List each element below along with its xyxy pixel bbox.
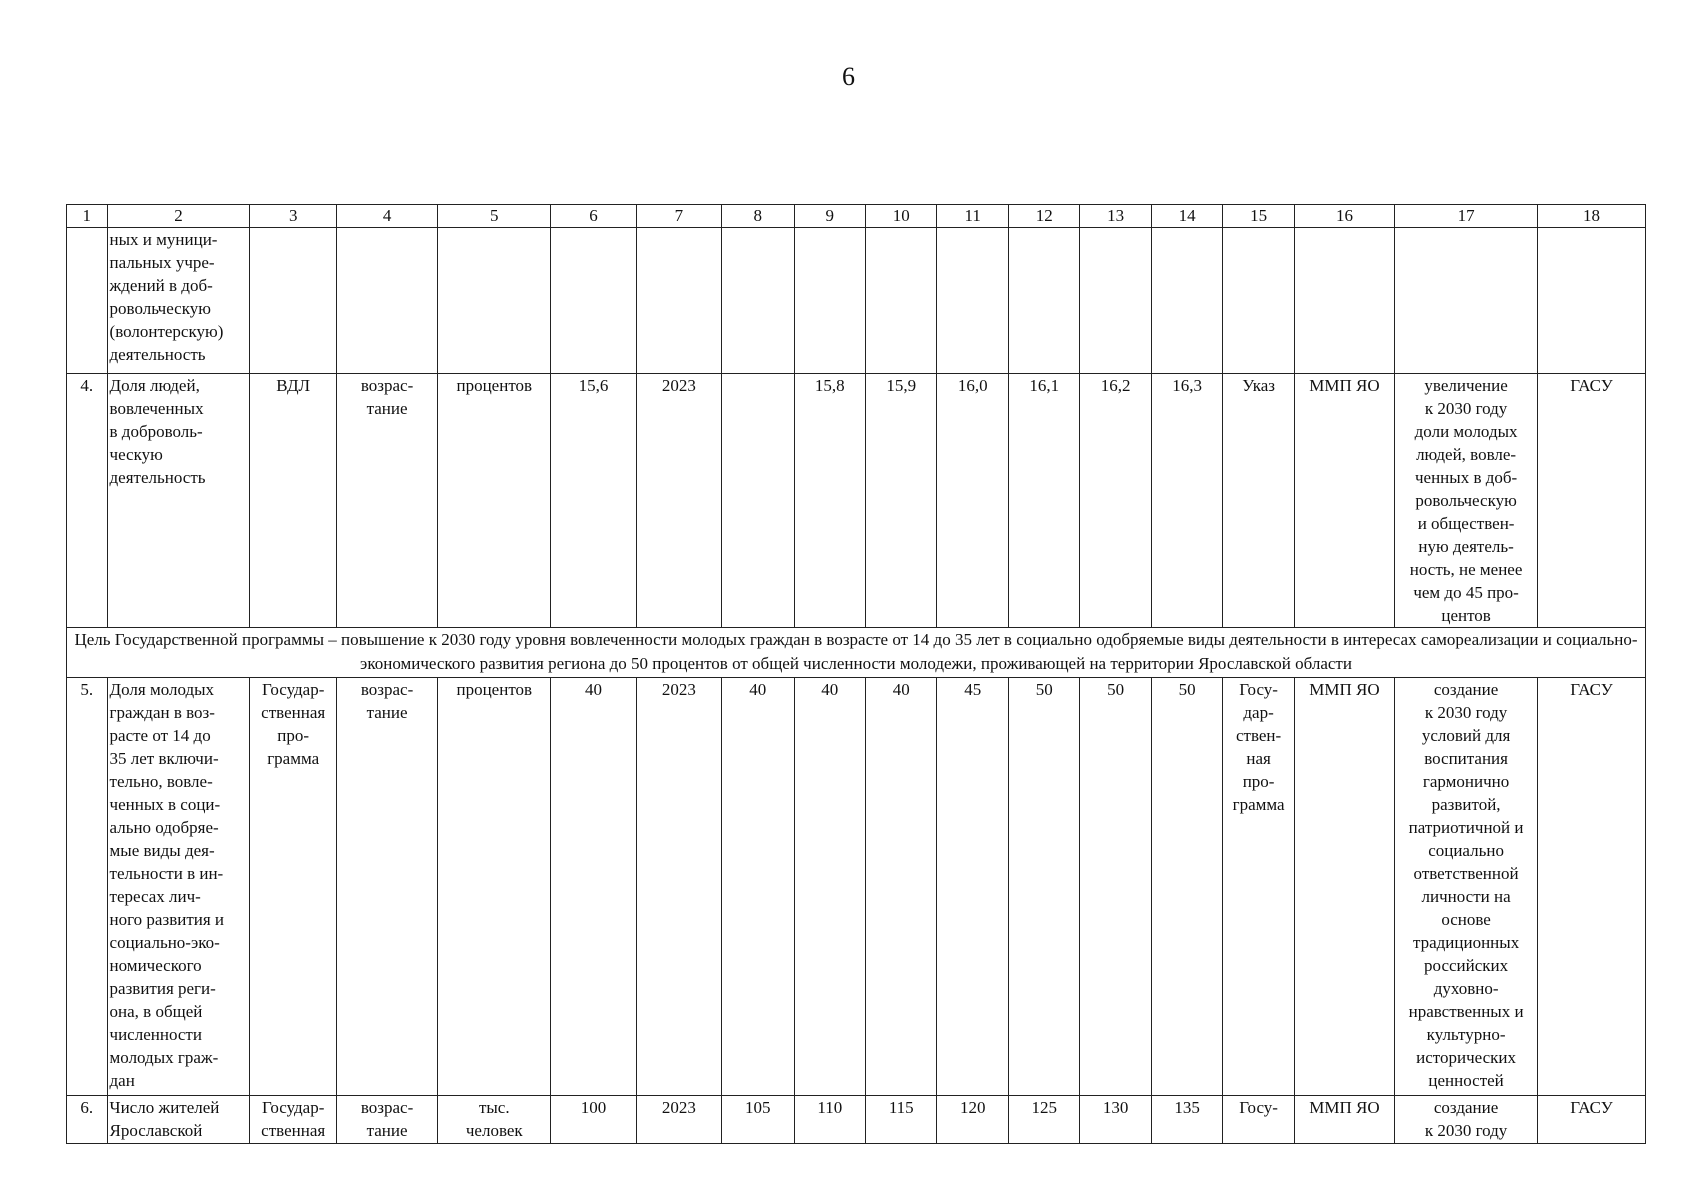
table-row [67,678,1646,1096]
header-cell: 13 [1080,205,1151,228]
responsible-body [1294,228,1394,374]
value-cell [794,228,865,374]
national-goal-link: создание к 2030 году [1395,1096,1538,1144]
value-cell [1080,228,1151,374]
value-cell: 15,9 [866,374,937,628]
row-number: 6. [67,1096,108,1144]
header-cell: 16 [1294,205,1394,228]
value-cell: 135 [1151,1096,1222,1144]
information-system: ГАСУ [1538,1096,1646,1144]
base-value: 40 [551,678,636,1096]
indicator-trend: возрас- тание [336,374,437,628]
value-cell: 16,2 [1080,374,1151,628]
indicator-name: ных и муници- пальных учре- ждений в доб- ровольческую (волонтерскую) деятельность [107,228,250,374]
responsible-body: ММП ЯО [1294,374,1394,628]
value-cell [937,228,1008,374]
header-cell: 9 [794,205,865,228]
header-cell: 8 [722,205,795,228]
indicator-unit: тыс. человек [438,1096,551,1144]
indicator-name: Доля молодых граждан в воз- расте от 14 до 35 лет включи- тельно, вовле- ченных в соци- ально одобряе- мые виды дея- тельности в ин- тересах лич- ного развития и социально-эко- номического развития реги- она, в общей численности молодых граж- дан [107,678,250,1096]
base-year: 2023 [636,374,721,628]
table-row [67,228,1646,374]
base-value [551,228,636,374]
value-cell: 115 [866,1096,937,1144]
value-cell: 105 [722,1096,795,1144]
row-number: 5. [67,678,108,1096]
indicator-code: Государ- ственная про- грамма [250,678,336,1096]
header-cell: 5 [438,205,551,228]
information-system: ГАСУ [1538,374,1646,628]
header-cell: 15 [1223,205,1294,228]
header-cell: 12 [1008,205,1079,228]
indicator-name: Число жителей Ярославской [107,1096,250,1144]
responsible-body: ММП ЯО [1294,1096,1394,1144]
indicator-name: Доля людей, вовлеченных в доброволь- ческую деятельность [107,374,250,628]
page-number: 6 [842,62,855,91]
table-row [67,374,1646,628]
header-cell: 2 [107,205,250,228]
value-cell: 125 [1008,1096,1079,1144]
document-basis: Госу- [1223,1096,1294,1144]
header-cell: 3 [250,205,336,228]
indicator-trend: возрас- тание [336,678,437,1096]
value-cell: 15,8 [794,374,865,628]
header-cell: 10 [866,205,937,228]
responsible-body: ММП ЯО [1294,678,1394,1096]
value-cell: 50 [1008,678,1079,1096]
value-cell: 50 [1151,678,1222,1096]
row-number: 4. [67,374,108,628]
value-cell [1008,228,1079,374]
base-year [636,228,721,374]
information-system [1538,228,1646,374]
value-cell [722,374,795,628]
base-year: 2023 [636,678,721,1096]
value-cell: 16,3 [1151,374,1222,628]
indicator-unit: процентов [438,374,551,628]
value-cell: 40 [722,678,795,1096]
header-cell: 18 [1538,205,1646,228]
value-cell: 16,0 [937,374,1008,628]
national-goal-link: создание к 2030 году условий для воспитания гармонично развитой, патриотичной и социально ответственной личности на основе традиционных российских духовно- нравственных и культурно- исторических ценностей [1395,678,1538,1096]
base-value: 100 [551,1096,636,1144]
program-goal-row [67,628,1646,678]
indicator-code: ВДЛ [250,374,336,628]
document-basis: Госу- дар- ствен- ная про- грамма [1223,678,1294,1096]
value-cell: 50 [1080,678,1151,1096]
national-goal-link: увеличение к 2030 году доли молодых людей, вовле- ченных в доб- ровольческую и обществен- ную деятель- ность, не менее чем до 45 про- центов [1395,374,1538,628]
value-cell: 16,1 [1008,374,1079,628]
header-cell: 11 [937,205,1008,228]
indicators-table [66,204,1646,1144]
table-row [67,1096,1646,1144]
header-cell: 6 [551,205,636,228]
value-cell [866,228,937,374]
value-cell [722,228,795,374]
header-cell: 14 [1151,205,1222,228]
column-number-header [67,205,1646,228]
header-cell: 17 [1395,205,1538,228]
value-cell: 40 [866,678,937,1096]
header-cell: 4 [336,205,437,228]
value-cell: 40 [794,678,865,1096]
value-cell [1151,228,1222,374]
indicator-unit [438,228,551,374]
indicator-unit: процентов [438,678,551,1096]
row-number [67,228,108,374]
header-cell: 7 [636,205,721,228]
value-cell: 45 [937,678,1008,1096]
document-basis: Указ [1223,374,1294,628]
value-cell: 120 [937,1096,1008,1144]
national-goal-link [1395,228,1538,374]
base-value: 15,6 [551,374,636,628]
indicator-trend: возрас- тание [336,1096,437,1144]
value-cell: 130 [1080,1096,1151,1144]
information-system: ГАСУ [1538,678,1646,1096]
program-goal-text: Цель Государственной программы – повышение к 2030 году уровня вовлеченности молодых граждан в возрасте от 14 до 35 лет в социально одобряемые виды деятельности в интересах самореализации и социально-экономического развития региона до 50 процентов от общей численности молодежи, проживающей на территории Ярославской области [67,628,1646,678]
value-cell: 110 [794,1096,865,1144]
indicator-trend [336,228,437,374]
indicator-code: Государ- ственная [250,1096,336,1144]
indicator-code [250,228,336,374]
header-cell: 1 [67,205,108,228]
document-basis [1223,228,1294,374]
base-year: 2023 [636,1096,721,1144]
